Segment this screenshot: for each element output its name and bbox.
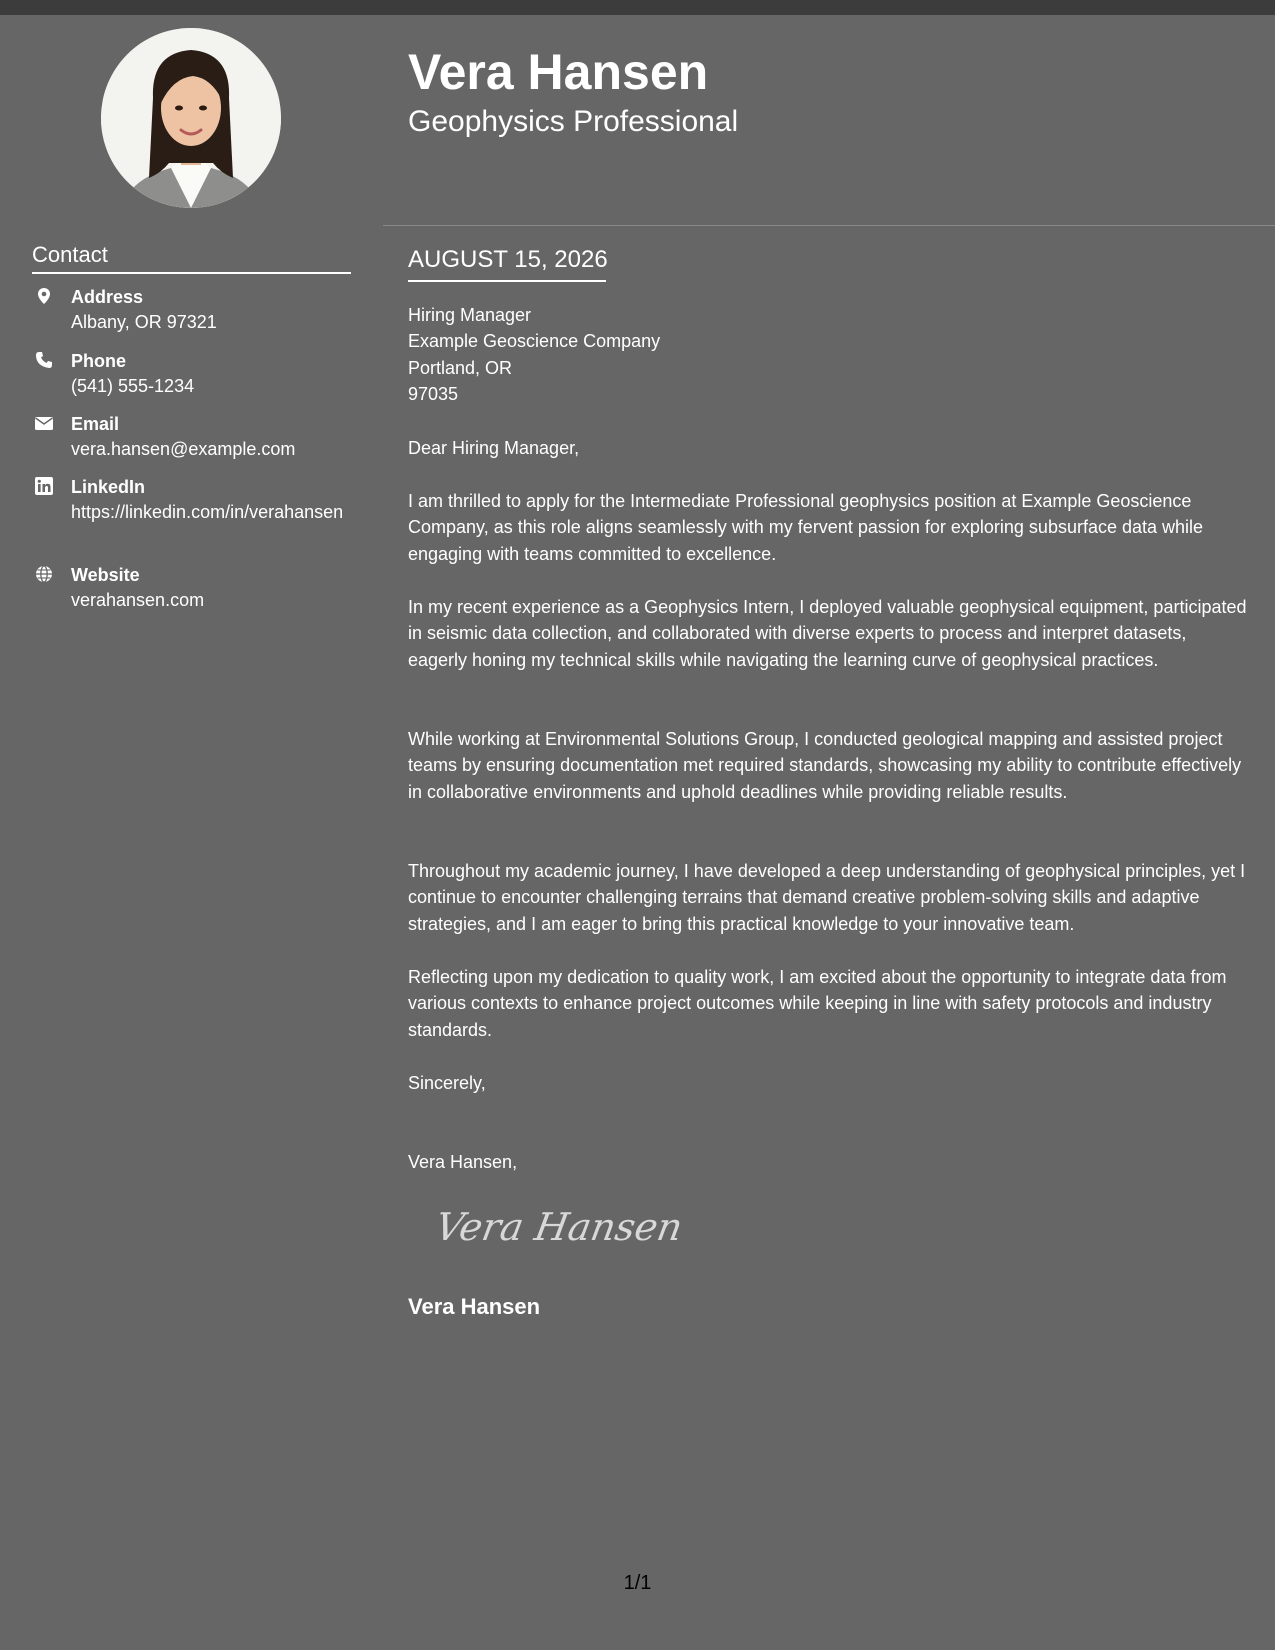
email-icon [35,414,53,432]
contact-value-website[interactable]: verahansen.com [71,590,205,610]
contact-divider [32,272,351,274]
location-pin-icon [35,287,53,305]
contact-label-linkedin: LinkedIn [71,477,146,497]
handwritten-signature: Vera Hansen [432,1205,686,1249]
phone-icon [35,351,53,369]
recipient-block [408,302,1248,408]
closing: Sincerely, [408,1073,486,1093]
contact-label-website: Website [71,565,140,585]
letter-paragraph: While working at Environmental Solutions Group, I conducted geological mapping and assisted project teams by ensuring documentation met required standards, showcasing my ability to contribute effectively in collaborative environments and uphold deadlines while providing reliable results. [408,729,1242,802]
header-divider [383,225,1275,226]
letter-date: AUGUST 15, 2026 [408,246,608,273]
recipient-line: Portland, OR [408,357,513,378]
contact-label-email: Email [71,414,120,434]
contact-value-phone: (541) 555-1234 [71,376,195,396]
recipient-line: 97035 [408,384,459,405]
contact-heading: Contact [32,242,108,267]
contact-value-address: Albany, OR 97321 [71,312,217,332]
globe-icon [35,565,53,583]
avatar-portrait-icon [101,28,281,208]
page-number: 1/1 [623,1572,652,1594]
contact-label-phone: Phone [71,351,127,371]
signoff-name: Vera Hansen [408,1294,541,1319]
contact-value-linkedin[interactable]: https://linkedin.com/in/verahansen [71,502,344,522]
salutation: Dear Hiring Manager, [408,438,580,458]
header-title: Geophysics Professional [408,105,739,138]
contact-value-email[interactable]: vera.hansen@example.com [71,439,296,459]
date-underline [408,280,606,282]
profile-photo [101,28,281,208]
recipient-line: Example Geoscience Company [408,331,661,352]
letter-paragraph: In my recent experience as a Geophysics Intern, I deployed valuable geophysical equipment, participated in seismic data collection, and collaborated with diverse experts to process and interpret datasets, eagerly honing my technical skills while navigating the learning curve of geophysical practices. [408,597,1247,670]
top-bar [0,0,1275,15]
header-name: Vera Hansen [408,44,709,100]
closing-name: Vera Hansen, [408,1152,518,1172]
linkedin-icon [35,477,53,495]
letter-paragraph: Throughout my academic journey, I have developed a deep understanding of geophysical principles, yet I continue to encounter challenging terrains that demand creative problem-solving skills and adaptive strategies, and I am eager to bring this practical knowledge to your innovative team. [408,861,1246,934]
letter-paragraph: I am thrilled to apply for the Intermediate Professional geophysics position at Example Geoscience Company, as this role aligns seamlessly with my fervent passion for exploring subsurface data while engaging with teams committed to excellence. [408,491,1204,564]
contact-label-address: Address [71,287,144,307]
letter-paragraph: Reflecting upon my dedication to quality work, I am excited about the opportunity to integrate data from various contexts to enhance project outcomes while keeping in line with safety protocols and industry standards. [408,967,1227,1040]
recipient-line: Hiring Manager [408,305,532,325]
